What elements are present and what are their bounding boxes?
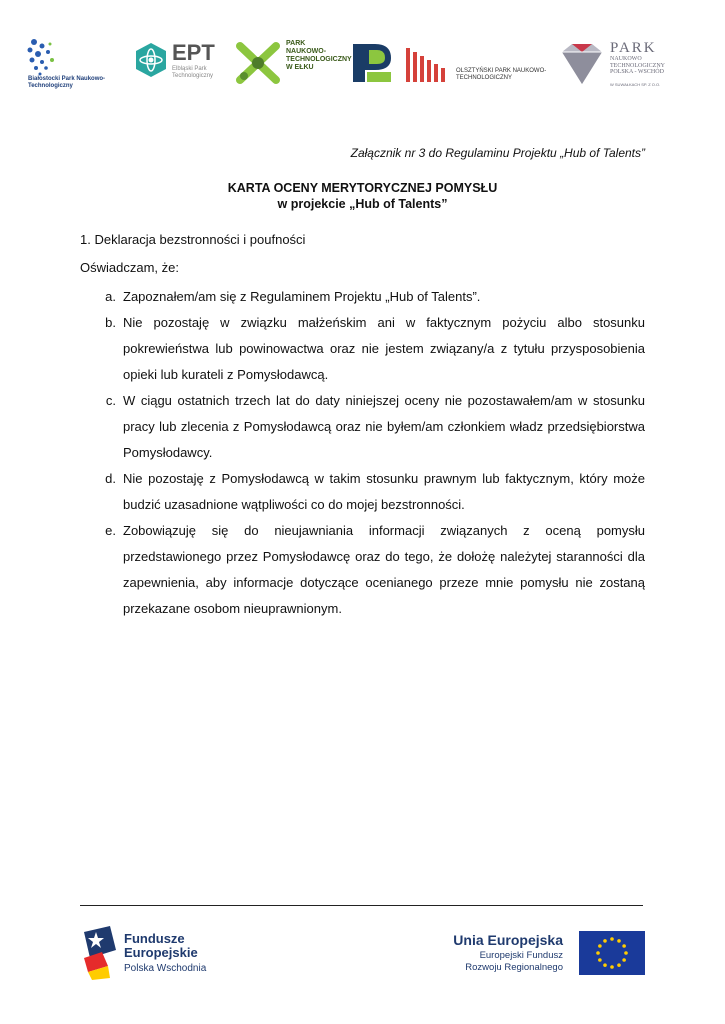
pnt-elk-text: PARK NAUKOWO-TECHNOLOGICZNY W EŁKU bbox=[286, 40, 352, 71]
eu-flag-icon bbox=[579, 931, 645, 975]
ue-line-1: Europejski Fundusz bbox=[479, 950, 563, 961]
list-item-letter: e. bbox=[105, 523, 116, 538]
fundusze-title bbox=[124, 932, 198, 960]
eu-star-icon bbox=[617, 939, 621, 943]
eu-star-icon bbox=[603, 939, 607, 943]
list-item bbox=[80, 388, 645, 466]
unia-europejska-logo bbox=[440, 928, 645, 978]
eu-star-icon bbox=[622, 958, 626, 962]
title-line-2: w projekcie „Hub of Talents” bbox=[277, 197, 448, 211]
list-item-text: W ciągu ostatnich trzech lat do daty niniejszej oceny nie pozostawałem/am w stosunku pracy lub zlecenia z Pomysłodawcą oraz nie byłem/am członkiem władz przedsiębiorstwa Pomysłodawcy. bbox=[123, 393, 645, 460]
footer-divider bbox=[80, 905, 643, 906]
bpnt-logo bbox=[26, 36, 130, 92]
declaration-intro: Oświadczam, że: bbox=[80, 260, 179, 275]
park-diamond-icon bbox=[558, 42, 606, 86]
bpnt-text: Białostocki Park Naukowo-Technologiczny bbox=[28, 76, 106, 89]
header-logos bbox=[26, 36, 676, 92]
fundusze-line-2: Europejskie bbox=[124, 945, 198, 960]
pnt-elk-x-icon bbox=[236, 40, 280, 86]
p3-logo bbox=[349, 36, 397, 92]
list-item-text: Nie pozostaję w związku małżeńskim ani w faktycznym pożyciu albo stosunku pokrewieństwa lub powinowactwa oraz nie jestem związany/a z tytułu przysposobienia opieki lub kurateli z Pomysłodawcą. bbox=[123, 315, 645, 382]
section-heading: 1. Deklaracja bezstronności i poufności bbox=[80, 232, 306, 247]
eu-star-icon bbox=[603, 963, 607, 967]
declaration-list bbox=[80, 284, 645, 622]
eu-star-icon bbox=[622, 944, 626, 948]
park-main-text: PARK bbox=[610, 40, 657, 56]
list-item-text: Nie pozostaję z Pomysłodawcą w takim stosunku prawnym lub faktycznym, który może budzić uzasadnione wątpliwości co do mojej bezstronności. bbox=[123, 471, 645, 512]
title-line-1: KARTA OCENY MERYTORYCZNEJ POMYSŁU bbox=[227, 181, 498, 195]
fundusze-program: Polska Wschodnia bbox=[124, 963, 207, 974]
document-title bbox=[80, 180, 645, 212]
eu-star-icon bbox=[598, 958, 602, 962]
ue-line-2: Rozwoju Regionalnego bbox=[465, 962, 563, 973]
olsztyn-logo bbox=[404, 36, 564, 92]
attachment-note: Załącznik nr 3 do Regulaminu Projektu „Hub of Talents” bbox=[350, 146, 645, 160]
list-item-letter: a. bbox=[105, 289, 116, 304]
olsztyn-bars-icon bbox=[404, 42, 452, 84]
olsztyn-text: OLSZTYŃSKI PARK NAUKOWO-TECHNOLOGICZNY bbox=[456, 68, 547, 81]
park-location-text: W SUWAŁKACH SP. Z O.O. bbox=[610, 82, 661, 87]
ept-logo bbox=[134, 36, 230, 92]
park-suwalki-logo bbox=[558, 36, 676, 92]
list-item-text: Zobowiązuję się do nieujawniania informacji związanych z oceną pomysłu przedstawionego przez Pomysłodawcę oraz do tego, że dołożę należytej staranności dla zapewnienia, aby informacje dotyczące ocenianego przeze mnie pomysłu nie zostaną przekazane osobom nieuprawnionym. bbox=[123, 523, 645, 616]
ept-atom-icon bbox=[134, 42, 168, 78]
p3-emblem-icon bbox=[349, 40, 395, 86]
list-item bbox=[80, 518, 645, 622]
pnt-elk-logo bbox=[236, 36, 352, 92]
eu-star-icon bbox=[610, 937, 614, 941]
eu-star-icon bbox=[617, 963, 621, 967]
list-item-letter: d. bbox=[105, 471, 116, 486]
list-item-letter: c. bbox=[105, 393, 116, 408]
eu-star-icon bbox=[596, 951, 600, 955]
eu-star-icon bbox=[624, 951, 628, 955]
list-item bbox=[80, 466, 645, 518]
eu-star-icon bbox=[610, 965, 614, 969]
fundusze-star-icon bbox=[82, 924, 118, 980]
ept-subtitle: Elbląski Park Technologiczny bbox=[172, 66, 214, 79]
park-sub-text: NAUKOWO TECHNOLOGICZNY POLSKA - WSCHÓD bbox=[610, 56, 665, 75]
list-item bbox=[80, 284, 645, 310]
list-item-letter: b. bbox=[105, 315, 116, 330]
ue-fund-name bbox=[465, 950, 563, 974]
fundusze-line-1: Fundusze bbox=[124, 931, 185, 946]
list-item bbox=[80, 310, 645, 388]
ue-title: Unia Europejska bbox=[453, 932, 563, 948]
bpnt-dots-icon bbox=[26, 38, 58, 78]
list-item-text: Zapoznałem/am się z Regulaminem Projektu „Hub of Talents”. bbox=[123, 289, 481, 304]
eu-star-icon bbox=[598, 944, 602, 948]
fundusze-europejskie-logo bbox=[82, 924, 282, 982]
ept-mark: EPT bbox=[172, 40, 215, 65]
